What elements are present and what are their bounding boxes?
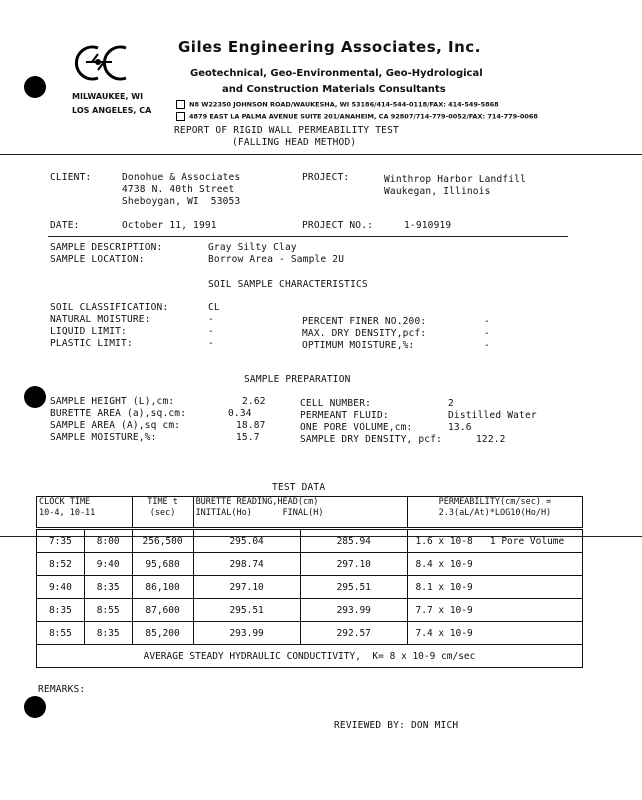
report-title: REPORT OF RIGID WALL PERMEABILITY TEST xyxy=(174,125,399,136)
report-subtitle: (FALLING HEAD METHOD) xyxy=(232,137,357,148)
initial-head: 295.51 xyxy=(193,599,300,622)
optimum-moisture-label: OPTIMUM MOISTURE,%: xyxy=(302,340,415,351)
soil-class-value: CL xyxy=(208,302,220,313)
client-line-1: Donohue & Associates xyxy=(122,172,241,183)
permeability-value: 7.4 x 10-9 xyxy=(407,622,582,645)
sample-dry-density-value: 122.2 xyxy=(476,434,506,445)
client-line-3: Sheboygan, WI 53053 xyxy=(122,196,241,207)
company-subtitle-2: and Construction Materials Consultants xyxy=(222,84,446,95)
col-time-sec: TIME t (sec) xyxy=(132,497,193,529)
permeability-note: 1 Pore Volume xyxy=(489,535,565,547)
percent-finer-label: PERCENT FINER NO.200: xyxy=(302,316,427,327)
plastic-limit-value: - xyxy=(208,338,214,349)
project-no-label: PROJECT NO.: xyxy=(302,220,374,231)
checkbox-icon xyxy=(176,100,185,109)
permeability-value: 1.6 x 10-8 1 Pore Volume xyxy=(407,529,582,553)
table-row xyxy=(37,529,583,553)
cell-number-label: CELL NUMBER: xyxy=(300,398,372,409)
final-head: 293.99 xyxy=(300,599,407,622)
address-line-1: N8 W22350 JOHNSON ROAD/WAUKESHA, WI 53186/414-544-0118/FAX: 414-549-5868 xyxy=(176,100,499,109)
cell-number-value: 2 xyxy=(448,398,454,409)
client-label: CLIENT: xyxy=(50,172,92,183)
sample-moisture-label: SAMPLE MOISTURE,%: xyxy=(50,432,157,443)
date-label: DATE: xyxy=(50,220,80,231)
clock-end: 8:55 xyxy=(84,599,132,622)
permeability-value: 7.7 x 10-9 xyxy=(407,599,582,622)
max-dry-density-label: MAX. DRY DENSITY,pcf: xyxy=(302,328,427,339)
average-row xyxy=(37,645,583,668)
soil-class-label: SOIL CLASSIFICATION: xyxy=(50,302,169,313)
table-row xyxy=(37,553,583,576)
pore-volume-label: ONE PORE VOLUME,cm: xyxy=(300,422,413,433)
initial-head: 293.99 xyxy=(193,622,300,645)
clock-end: 8:00 xyxy=(84,529,132,553)
table-row xyxy=(37,599,583,622)
city-los-angeles: LOS ANGELES, CA xyxy=(72,106,152,115)
clock-start: 8:35 xyxy=(37,599,85,622)
optimum-moisture-value: - xyxy=(484,340,490,351)
sample-height-label: SAMPLE HEIGHT (L),cm: xyxy=(50,396,175,407)
client-line-2: 4738 N. 40th Street xyxy=(122,184,235,195)
natural-moisture-label: NATURAL MOISTURE: xyxy=(50,314,151,325)
time-seconds: 86,100 xyxy=(132,576,193,599)
clock-end: 8:35 xyxy=(84,622,132,645)
address-line-2: 4879 EAST LA PALMA AVENUE SUITE 201/ANAHEIM, CA 92807/714-779-0052/FAX: 714-779-0068 xyxy=(176,112,538,121)
sample-moisture-value: 15.7 xyxy=(236,432,260,443)
time-seconds: 95,680 xyxy=(132,553,193,576)
final-head: 292.57 xyxy=(300,622,407,645)
preparation-heading: SAMPLE PREPARATION xyxy=(244,374,351,385)
final-head: 285.94 xyxy=(300,529,407,553)
reviewed-by: REVIEWED BY: DON MICH xyxy=(334,720,459,731)
burette-area-label: BURETTE AREA (a),sq.cm: xyxy=(50,408,187,419)
permeant-fluid-label: PERMEANT FLUID: xyxy=(300,410,389,421)
permeant-fluid-value: Distilled Water xyxy=(448,410,537,421)
sample-desc-label: SAMPLE DESCRIPTION: xyxy=(50,242,163,253)
punch-hole-middle xyxy=(24,386,46,408)
clock-start: 7:35 xyxy=(37,529,85,553)
test-data-header-row xyxy=(37,497,583,529)
time-seconds: 85,200 xyxy=(132,622,193,645)
punch-hole-bottom xyxy=(24,696,46,718)
table-row xyxy=(37,622,583,645)
liquid-limit-label: LIQUID LIMIT: xyxy=(50,326,127,337)
clock-start: 8:55 xyxy=(37,622,85,645)
company-name: Giles Engineering Associates, Inc. xyxy=(178,38,481,56)
clock-start: 9:40 xyxy=(37,576,85,599)
average-conductivity: AVERAGE STEADY HYDRAULIC CONDUCTIVITY, K= 8 x 10-9 cm/sec xyxy=(37,645,583,668)
col-clock-time: CLOCK TIME 10-4, 10-11 xyxy=(37,497,133,529)
company-subtitle-1: Geotechnical, Geo-Environmental, Geo-Hydrological xyxy=(190,68,483,79)
clock-end: 9:40 xyxy=(84,553,132,576)
sample-dry-density-label: SAMPLE DRY DENSITY, pcf: xyxy=(300,434,443,445)
clock-start: 8:52 xyxy=(37,553,85,576)
initial-head: 298.74 xyxy=(193,553,300,576)
clock-end: 8:35 xyxy=(84,576,132,599)
sample-desc-value: Gray Silty Clay xyxy=(208,242,297,253)
project-no-value: 1-910919 xyxy=(404,220,452,231)
project-line-1: Winthrop Harbor Landfill xyxy=(384,174,527,185)
time-seconds: 256,500 xyxy=(132,529,193,553)
percent-finer-value: - xyxy=(484,316,490,327)
date-rule xyxy=(48,236,568,237)
col-permeability: PERMEABILITY(cm/sec) = 2.3(aL/At)*LOG10(Ho/H) xyxy=(407,497,582,529)
sample-loc-value: Borrow Area - Sample 2U xyxy=(208,254,345,265)
burette-area-value: 0.34 xyxy=(228,408,252,419)
sample-loc-label: SAMPLE LOCATION: xyxy=(50,254,145,265)
header-rule xyxy=(0,154,642,155)
date-value: October 11, 1991 xyxy=(122,220,217,231)
checkbox-icon xyxy=(176,112,185,121)
max-dry-density-value: - xyxy=(484,328,490,339)
permeability-value: 8.1 x 10-9 xyxy=(407,576,582,599)
permeability-value: 8.4 x 10-9 xyxy=(407,553,582,576)
project-line-2: Waukegan, Illinois xyxy=(384,186,491,197)
final-head: 297.10 xyxy=(300,553,407,576)
test-data-table xyxy=(36,496,583,668)
sample-area-label: SAMPLE AREA (A),sq cm: xyxy=(50,420,181,431)
city-milwaukee: MILWAUKEE, WI xyxy=(72,92,144,101)
plastic-limit-label: PLASTIC LIMIT: xyxy=(50,338,133,349)
punch-hole-top xyxy=(24,76,46,98)
natural-moisture-value: - xyxy=(208,314,214,325)
pore-volume-value: 13.6 xyxy=(448,422,472,433)
project-label: PROJECT: xyxy=(302,172,350,183)
test-data-heading: TEST DATA xyxy=(272,482,326,493)
table-row xyxy=(37,576,583,599)
col-burette-reading: BURETTE READING,HEAD(cm) INITIAL(Ho) FINAL(H) xyxy=(193,497,407,529)
sample-area-value: 18.87 xyxy=(236,420,266,431)
final-head: 295.51 xyxy=(300,576,407,599)
liquid-limit-value: - xyxy=(208,326,214,337)
remarks-label: REMARKS: xyxy=(38,684,86,695)
characteristics-heading: SOIL SAMPLE CHARACTERISTICS xyxy=(208,279,368,290)
time-seconds: 87,600 xyxy=(132,599,193,622)
company-logo xyxy=(68,40,136,86)
initial-head: 297.10 xyxy=(193,576,300,599)
sample-height-value: 2.62 xyxy=(242,396,266,407)
initial-head: 295.04 xyxy=(193,529,300,553)
